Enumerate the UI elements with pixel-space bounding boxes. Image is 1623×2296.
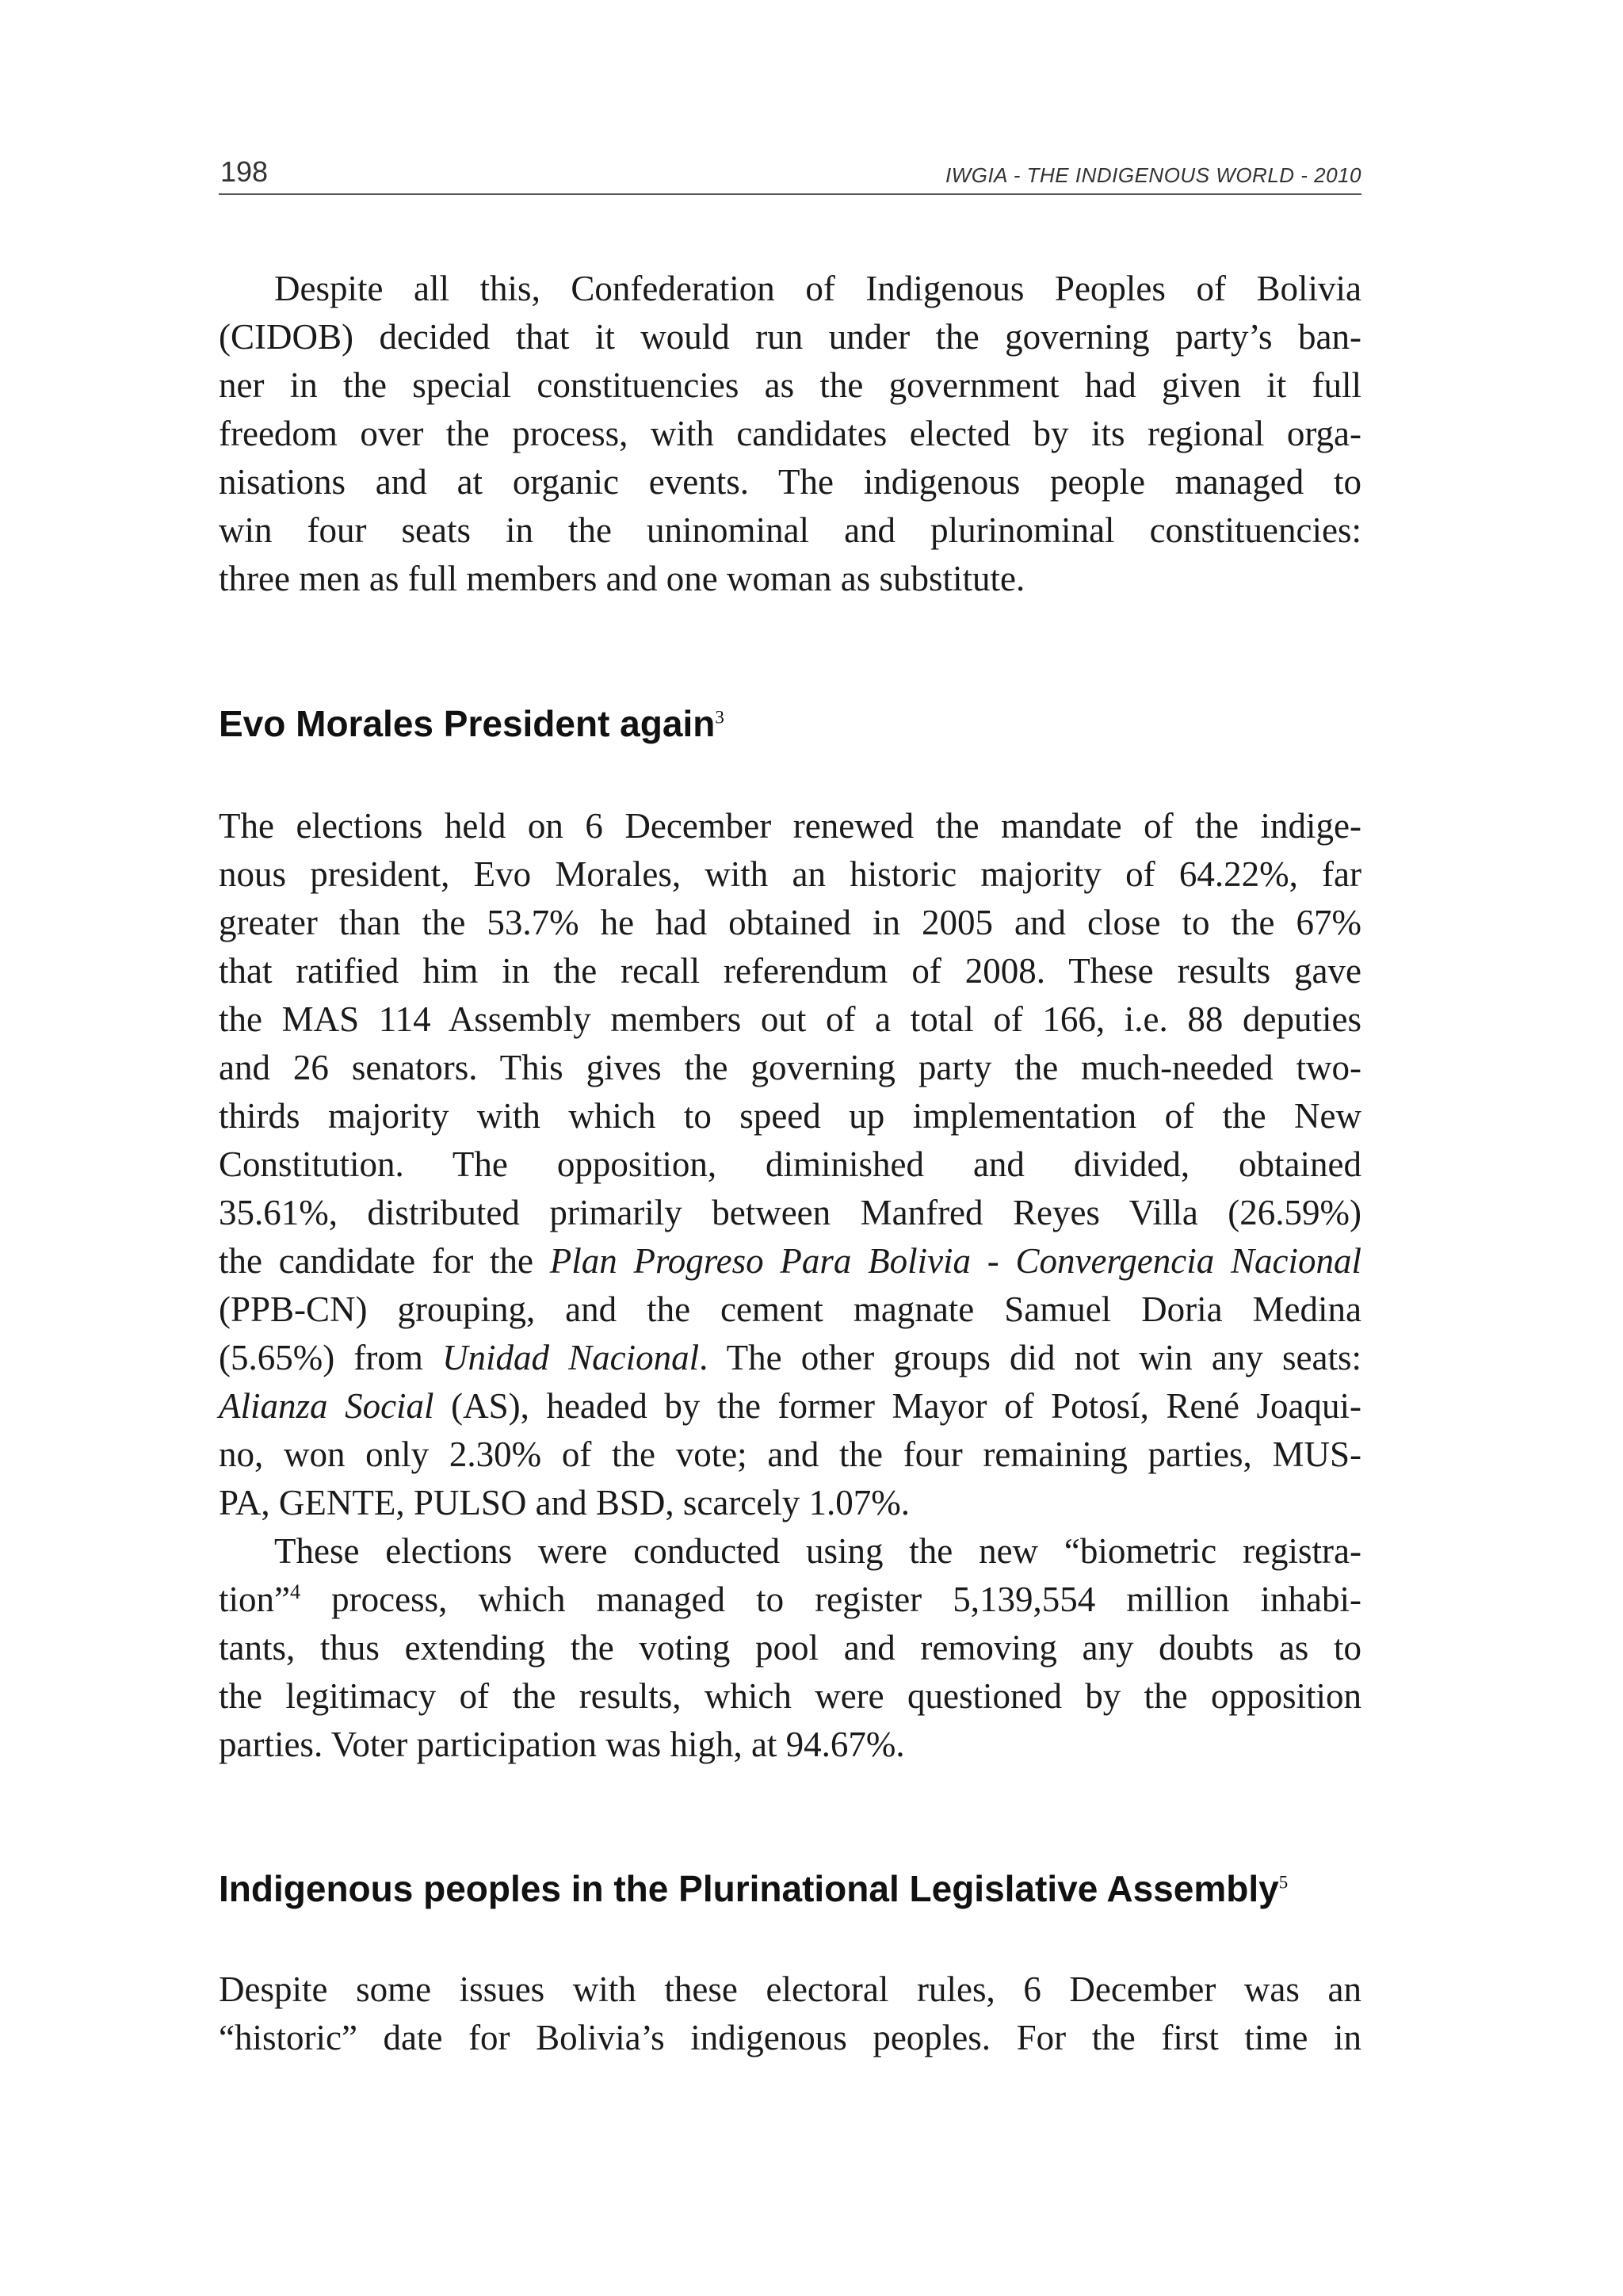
heading-text: Evo Morales President again (219, 703, 716, 744)
text-run: process, which managed to register 5,139,554 million inhabi- (300, 1580, 1361, 1619)
paragraph-historic-date (219, 1966, 1361, 2062)
text-line: (CIDOB) decided that it would run under the governing party’s ban- (219, 317, 1361, 357)
text-line: These elections were conducted using the new “biometric registra- (274, 1531, 1361, 1571)
text-line: Despite all this, Confederation of Indigenous Peoples of Bolivia (274, 269, 1361, 308)
text-line: The elections held on 6 December renewed the mandate of the indige- (219, 806, 1361, 846)
text-line: that ratified him in the recall referendum of 2008. These results gave (219, 951, 1361, 991)
text-line: win four seats in the uninominal and plurinominal constituencies: (219, 510, 1361, 550)
text-run: (AS), headed by the former Mayor of Potosí, René Joaqui- (433, 1386, 1362, 1426)
text-run: the candidate for the (219, 1241, 550, 1281)
text-line: parties. Voter participation was high, at 94.67%. (219, 1725, 905, 1764)
section-heading-evo-morales (219, 702, 724, 745)
text-line: thirds majority with which to speed up implementation of the New (219, 1096, 1361, 1136)
text-line: Constitution. The opposition, diminished and divided, obtained (219, 1144, 1361, 1184)
party-name: Alianza Social (219, 1386, 434, 1426)
text-line: nisations and at organic events. The indigenous people managed to (219, 462, 1361, 502)
text-line: the MAS 114 Assembly members out of a total of 166, i.e. 88 deputies (219, 999, 1361, 1039)
text-run: tion” (219, 1580, 290, 1619)
section-heading-legislative-assembly (219, 1867, 1288, 1910)
text-line: tants, thus extending the voting pool and removing any doubts as to (219, 1628, 1361, 1668)
text-line (219, 1382, 1361, 1431)
text-line (219, 1334, 1361, 1382)
text-line: the legitimacy of the results, which were questioned by the opposition (219, 1676, 1361, 1716)
running-header (219, 155, 1361, 195)
footnote-ref: 3 (715, 707, 724, 728)
text-run: . The other groups did not win any seats: (699, 1338, 1361, 1377)
journal-title: IWGIA - THE INDIGENOUS WORLD - 2010 (945, 163, 1361, 187)
heading-text: Indigenous peoples in the Plurinational Legislative Assembly (219, 1868, 1279, 1909)
party-name: Unidad Nacional (441, 1338, 700, 1377)
text-run: (5.65%) from (219, 1338, 442, 1377)
text-line: Despite some issues with these electoral rules, 6 December was an (219, 1969, 1361, 2009)
text-line (219, 1576, 1361, 1624)
text-line: 35.61%, distributed primarily between Manfred Reyes Villa (26.59%) (219, 1193, 1361, 1232)
text-line: PA, GENTE, PULSO and BSD, scarcely 1.07%. (219, 1483, 911, 1522)
text-line (219, 1237, 1361, 1286)
text-line: greater than the 53.7% he had obtained in 2005 and close to the 67% (219, 903, 1361, 942)
text-line: (PPB-CN) grouping, and the cement magnate Samuel Doria Medina (219, 1289, 1361, 1329)
footnote-ref: 5 (1278, 1872, 1289, 1893)
text-line: “historic” date for Bolivia’s indigenous peoples. For the first time in (219, 2018, 1361, 2057)
paragraph-elections (219, 802, 1361, 1769)
text-line: no, won only 2.30% of the vote; and the four remaining parties, MUS- (219, 1435, 1361, 1474)
text-line: and 26 senators. This gives the governing party the much-needed two- (219, 1048, 1361, 1087)
text-line: freedom over the process, with candidates elected by its regional orga- (219, 414, 1361, 453)
footnote-ref: 4 (289, 1580, 301, 1603)
party-name: Plan Progreso Para Bolivia - Convergencia Nacional (549, 1241, 1361, 1281)
page-number: 198 (220, 155, 269, 188)
text-line: three men as full members and one woman as substitute. (219, 559, 1025, 598)
text-line: ner in the special constituencies as the government had given it full (219, 365, 1361, 405)
paragraph-cidob (219, 265, 1361, 603)
text-line: nous president, Evo Morales, with an historic majority of 64.22%, far (219, 854, 1361, 894)
